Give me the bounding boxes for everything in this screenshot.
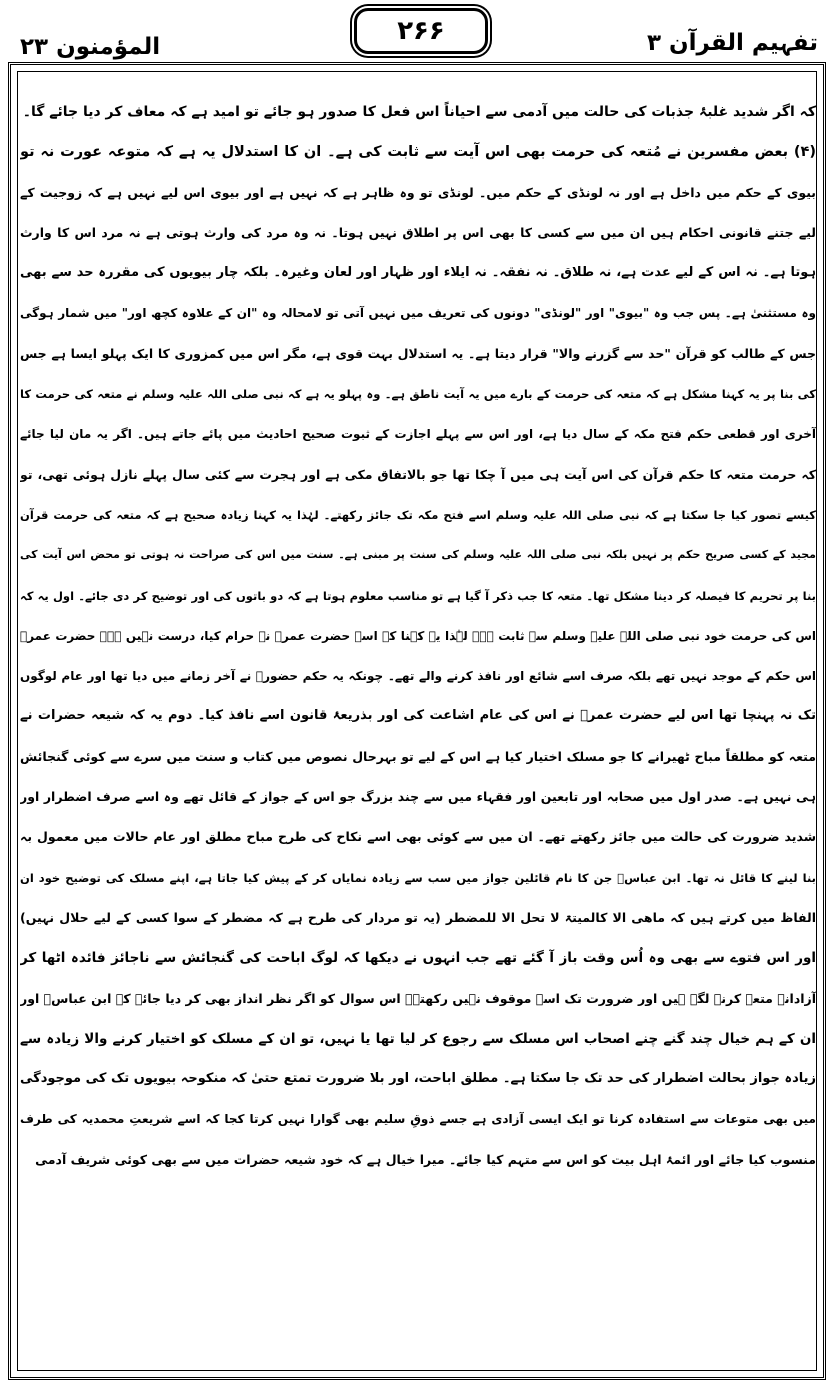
page-header	[10, 6, 830, 68]
surah-name: المؤمنون ۲۳	[20, 34, 161, 60]
text-line: بنا لینے کا قائل نہ تھا۔ ابن عباسؓ جن کا نام قائلین جواز میں سب سے زیادہ نمایاں کر کے پیش کیا جاتا ہے، اپنے مسلک کی توضیح خود ان	[20, 870, 816, 885]
text-line: تک نہ پہنچا تھا اس لیے حضرت عمرؓ نے اس کی عام اشاعت کی اور بذریعۂ قانون اسے نافذ کیا۔ دوم یہ کہ شیعہ حضرات نے	[20, 708, 816, 724]
text-line: لیے جتنے قانونی احکام ہیں ان میں سے کسی کا بھی اس پر اطلاق نہیں ہوتا۔ نہ وہ مرد کی وارث ہوتی ہے نہ مرد اس کا وارث	[20, 224, 816, 240]
text-line: مجید کے کسی صریح حکم پر نہیں بلکہ نبی صلی اللہ علیہ وسلم کی سنت پر مبنی ہے۔ سنت میں اس کی صراحت نہ ہوتی تو محض اس آیت کی	[20, 548, 816, 562]
text-line: بنا پر تحریم کا فیصلہ کر دینا مشکل تھا۔ متعہ کا جب ذکر آ گیا ہے تو مناسب معلوم ہوتا ہے کہ دو باتوں کی اور توضیح کر دی جائے۔ اول یہ کہ	[20, 588, 816, 603]
text-line: (۴) بعض مفسرین نے مُتعہ کی حرمت بھی اس آیت سے ثابت کی ہے۔ ان کا استدلال یہ ہے کہ متوعہ عورت نہ تو	[20, 144, 816, 161]
text-line: وہ مستثنیٰ ہے۔ پس جب وہ "بیوی" اور "لونڈی" دونوں کی تعریف میں نہیں آتی تو لامحالہ وہ "ان کے علاوہ کچھ اور" میں شمار ہوگی	[20, 306, 816, 321]
text-line: جس کے طالب کو قرآن "حد سے گزرنے والا" قرار دیتا ہے۔ یہ استدلال بہت قوی ہے، مگر اس میں کمزوری کا ایک پہلو ایسا ہے جس	[20, 345, 816, 361]
book-title: تفہیم القرآن ۳	[646, 30, 818, 56]
text-line: اور اس فتوے سے بھی وہ اُس وقت باز آ گئے تھے جب انہوں نے دیکھا کہ لوگ اباحت کی گنجائش سے ناجائز فائدہ اٹھا کر	[20, 950, 816, 967]
text-line: کی بنا پر یہ کہنا مشکل ہے کہ متعہ کی حرمت کے بارے میں یہ آیت ناطق ہے۔ وہ پہلو یہ ہے کہ نبی صلی اللہ علیہ وسلم نے متعہ کی حرمت کا	[20, 387, 816, 402]
paragraph-1	[20, 92, 816, 132]
text-line: بیوی کے حکم میں داخل ہے اور نہ لونڈی کے حکم میں۔ لونڈی تو وہ ظاہر ہے کہ نہیں ہے اور بیوی اس لیے نہیں ہے کہ زوجیت کے	[20, 184, 816, 200]
text-line: آخری اور قطعی حکم فتح مکہ کے سال دیا ہے، اور اس سے پہلے اجازت کے ثبوت صحیح احادیث میں پائے جاتے ہیں۔ اگر یہ مان لیا جائے	[20, 427, 816, 442]
text-line: زیادہ جواز بحالت اضطرار کی حد تک جا سکتا ہے۔ مطلق اباحت، اور بلا ضرورت تمتع حتیٰ کہ منکوحہ بیویوں تک کی موجودگی	[20, 1071, 816, 1087]
text-line: میں بھی متوعات سے استفادہ کرنا تو ایک ایسی آزادی ہے جسے ذوقِ سلیم بھی گوارا نہیں کرتا کجا کہ اسے شریعتِ محمدیہ کی طرف	[20, 1112, 816, 1127]
text-line: آزادانہ متعہ کرنے لگے ہیں اور ضرورت تک اسے موقوف نہیں رکھتے۔ اس سوال کو اگر نظر انداز بھی کر دیا جائے کہ ابن عباسؓ اور	[20, 990, 816, 1006]
text-line: کیسے تصور کیا جا سکتا ہے کہ نبی صلی اللہ علیہ وسلم اسے فتح مکہ تک جائز رکھتے۔ لہٰذا یہ کہنا زیادہ صحیح ہے کہ متعہ کی حرمت قرآن	[20, 507, 816, 522]
text-line: ہی نہیں ہے۔ صدر اول میں صحابہ اور تابعین اور فقہاء میں سے چند بزرگ جو اس کے جواز کے قائل تھے وہ اسے صرف اضطرار اور	[20, 789, 816, 805]
text-line: متعہ کو مطلقاً مباح ٹھیرانے کا جو مسلک اختیار کیا ہے اس کے لیے تو بہرحال نصوص میں کتاب و سنت میں سرے سے کوئی گنجائش	[20, 748, 816, 764]
text-line: منسوب کیا جائے اور ائمۂ اہل بیت کو اس سے متہم کیا جائے۔ میرا خیال ہے کہ خود شیعہ حضرات میں سے بھی کوئی شریف آدمی	[35, 1151, 816, 1167]
text-line: الفاظ میں کرتے ہیں کہ ماھی الا کالمیتۃ لا تحل الا للمضطر (یہ تو مردار کی طرح ہے کہ مضطر کے سوا کسی کے لیے حلال نہیں)	[20, 909, 816, 925]
text-line: ان کے ہم خیال چند گنے چنے اصحاب اس مسلک سے رجوع کر لیا تھا یا نہیں، تو ان کے مسلک کو اختیار کرنے والا زیادہ سے	[20, 1030, 816, 1047]
text-line: ہوتا ہے۔ نہ اس کے لیے عدت ہے، نہ طلاق۔ نہ نفقہ۔ نہ ایلاء اور ظہار اور لعان وغیرہ۔ بلکہ چار بیویوں کی مقررہ حد سے بھی	[20, 265, 816, 281]
paragraph-2	[20, 132, 816, 1180]
text-line: کہ اگر شدید غلبۂ جذبات کی حالت میں آدمی سے احیاناً اس فعل کا صدور ہو جائے تو امید ہے کہ معاف کر دیا جائے گا۔	[22, 104, 816, 120]
text-line: شدید ضرورت کی حالت میں جائز رکھتے تھے۔ ان میں سے کوئی بھی اسے نکاح کی طرح مباح مطلق اور عام حالات میں معمول بہ	[20, 829, 816, 845]
page-number-badge	[354, 8, 488, 54]
text-line: اس حکم کے موجد نہیں تھے بلکہ صرف اسے شائع اور نافذ کرنے والے تھے۔ چونکہ یہ حکم حضورؐ نے آخر زمانے میں دیا تھا اور عام لوگوں	[20, 669, 816, 684]
page-number: ۲۶۶	[397, 16, 445, 46]
main-text	[20, 92, 816, 1180]
text-line: کہ حرمت متعہ کا حکم قرآن کی اس آیت ہی میں آ چکا تھا جو بالاتفاق مکی ہے اور ہجرت سے کئی سال پہلے نازل ہوئی تھی، تو	[20, 466, 816, 482]
text-line: اس کی حرمت خود نبی صلی اللہ علیہ وسلم سے ثابت ہے۔ لہٰذا یہ کہنا کہ اسے حضرت عمرؓ نے حرام کیا، درست نہیں ہے۔ حضرت عمرؓ	[20, 628, 816, 643]
